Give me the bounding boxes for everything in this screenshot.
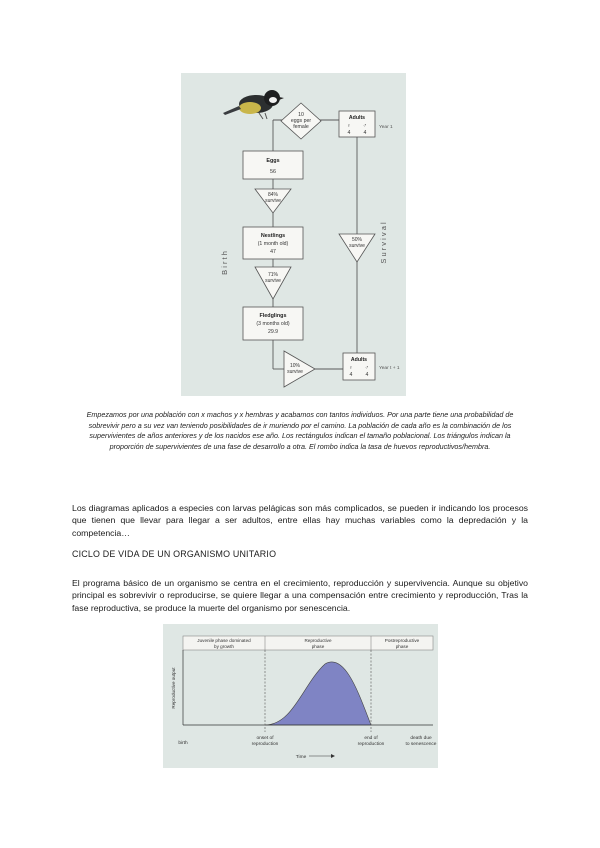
survival-triangle-2 xyxy=(255,267,291,299)
phase2-line-1: Reproductive xyxy=(304,638,332,643)
life-cycle-diagram xyxy=(163,624,438,768)
diamond-line-2: eggs per xyxy=(290,118,312,124)
nestlings-sub: (1 month old) xyxy=(257,241,289,247)
paragraph-life-program: El programa básico de un organismo se centra en el crecimiento, reproducción y supervivencia. Aunque su objetivo principal es sobrevivir o reproducirse, se quiere llegar a una compensación entre crecimiento y reproducción, Tras la fase reproductiva, se produce la muerte del organismo por senescencia. xyxy=(72,578,528,613)
fledglings-value: 29.9 xyxy=(267,329,279,335)
survival-triangle-3 xyxy=(284,351,315,387)
adults-bottom-male-count: 4 xyxy=(365,372,369,378)
adults-top-male-count: 4 xyxy=(363,130,367,136)
triangle3-line-2: survive xyxy=(287,369,303,375)
adult-triangle-line-1: 50% xyxy=(351,237,363,243)
death-label-1: death due xyxy=(410,736,432,741)
paragraph-pelagic-larvae: Los diagramas aplicados a especies con larvas pelágicas son más complicados, se pueden ir indicando los procesos que tienen que llevar para llegar a ser adultos, entre ellas hay muchas variables como la depredación y la competencia… xyxy=(72,503,528,538)
reproductive-output-curve xyxy=(265,662,371,725)
triangle1-line-1: 84% xyxy=(267,192,279,198)
population-flowchart-figure xyxy=(181,73,406,396)
life-cycle-figure xyxy=(163,624,438,768)
adults-year1-box xyxy=(339,111,375,137)
adults-year-t1-box xyxy=(343,353,375,380)
onset-label-1: onset of xyxy=(256,736,274,741)
adults-top-female-symbol: ♀ xyxy=(347,123,351,129)
y-axis-label: Reproductive output xyxy=(171,667,176,709)
phase3-line-1: Postreproductive xyxy=(384,638,420,643)
adults-top-female-count: 4 xyxy=(347,130,351,136)
bird-illustration xyxy=(223,90,284,119)
fledglings-box xyxy=(243,307,303,340)
triangle1-line-2: survive xyxy=(265,198,281,204)
fledglings-sub: (3 months old) xyxy=(256,321,290,327)
birth-side-label: B i r t h xyxy=(220,251,229,275)
phase2-line-2: phase xyxy=(311,644,325,649)
triangle2-line-2: survive xyxy=(265,278,281,284)
birth-label: birth xyxy=(178,741,188,746)
eggs-per-female-diamond xyxy=(281,103,321,139)
adults-top-male-symbol: ♂ xyxy=(363,123,367,129)
year-1-label: Year 1 xyxy=(379,125,393,130)
population-flowchart xyxy=(181,73,406,396)
eggs-value: 56 xyxy=(270,169,276,175)
phase1-line-1: Juvenile phase dominated xyxy=(197,638,251,643)
phase1-line-2: by growth xyxy=(214,644,234,649)
end-label-2: reproduction xyxy=(357,742,385,747)
survival-triangle-1 xyxy=(255,189,291,213)
adults-bottom-female-count: 4 xyxy=(349,372,353,378)
diamond-line-3: female xyxy=(293,124,309,130)
adults-bottom-label: Adults xyxy=(350,357,368,363)
adults-top-label: Adults xyxy=(348,115,366,121)
survival-side-label: S u r v i v a l xyxy=(379,222,388,264)
diamond-line-1: 10 xyxy=(298,112,304,118)
figure-caption: Empezamos por una población con x machos y x hembras y acabamos con tantos individuos. Por una parte tiene una probabilidad de sobrevivir pero a su vez van teniendo posibilidades de ir muriendo por el camino. La población de cada año es la combinación de los supervivientes de años anteriores y de los nacidos ese año. Los rectángulos indican el tamaño poblacional. Los triángulos indican la proporción de supervivientes de una fase de desarrollo a otra. El rombo indica la tasa de huevos reproductivos/hembra. xyxy=(86,410,514,451)
nestlings-label: Nestlings xyxy=(260,233,286,239)
adults-bottom-male-symbol: ♂ xyxy=(365,365,369,371)
adult-triangle-line-2: survive xyxy=(349,243,365,249)
eggs-box xyxy=(243,151,303,179)
eggs-label: Eggs xyxy=(266,158,280,164)
time-arrowhead xyxy=(331,754,335,758)
fledglings-label: Fledglings xyxy=(259,313,287,319)
nestlings-value: 47 xyxy=(270,249,276,255)
time-label: Time xyxy=(295,755,307,760)
death-label-2: to senescence xyxy=(405,742,437,747)
adults-bottom-female-symbol: ♀ xyxy=(349,365,353,371)
section-heading: CICLO DE VIDA DE UN ORGANISMO UNITARIO xyxy=(72,549,277,559)
triangle3-line-1: 10% xyxy=(289,363,301,369)
adult-survival-triangle xyxy=(339,234,375,262)
end-label-1: end of xyxy=(364,736,378,741)
phase3-line-2: phase xyxy=(395,644,409,649)
triangle2-line-1: 71% xyxy=(267,272,279,278)
nestlings-box xyxy=(243,227,303,259)
year-t1-label: Year t + 1 xyxy=(379,366,400,371)
onset-label-2: reproduction xyxy=(251,742,279,747)
